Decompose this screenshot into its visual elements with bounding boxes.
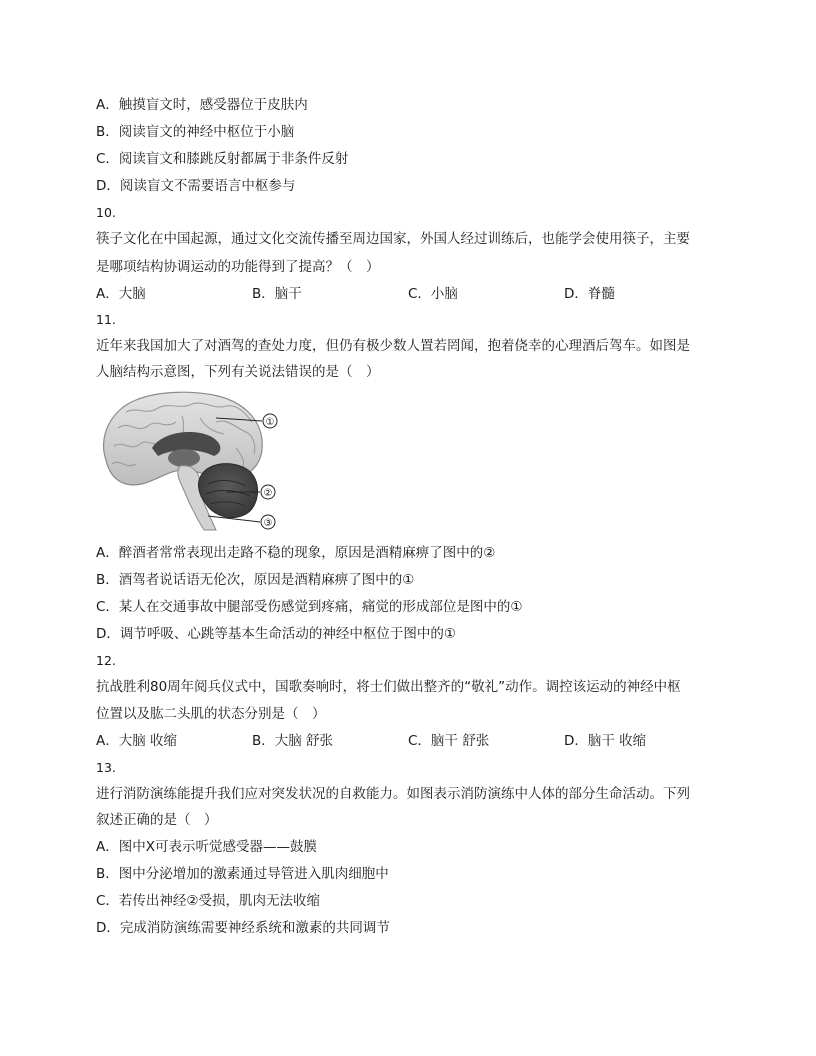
q12-option-b: B．大脑 舒张 (252, 733, 334, 749)
q13-stem-line-2: 叙述正确的是（ ） (96, 812, 218, 828)
q9-option-d: D．阅读盲文不需要语言中枢参与 (96, 178, 296, 194)
label-3: ③ (263, 518, 273, 529)
thalamus-shape (168, 449, 200, 467)
q11-option-c: C．某人在交通事故中腿部受伤感觉到疼痛，痛觉的形成部位是图中的① (96, 599, 523, 615)
q9-option-c: C．阅读盲文和膝跳反射都属于非条件反射 (96, 151, 349, 167)
q13-option-b: B．图中分泌增加的激素通过导管进入肌肉细胞中 (96, 866, 389, 882)
q10-option-c: C．小脑 (408, 286, 458, 302)
q11-option-d: D．调节呼吸、心跳等基本生命活动的神经中枢位于图中的① (96, 626, 456, 642)
q11-number: 11. (96, 312, 116, 327)
q11-option-a: A．醉酒者常常表现出走路不稳的现象，原因是酒精麻痹了图中的② (96, 545, 496, 561)
label-1: ① (265, 417, 275, 428)
brain-structure-figure (96, 388, 282, 534)
q9-option-a: A．触摸盲文时，感受器位于皮肤内 (96, 97, 308, 113)
q10-number: 10. (96, 205, 116, 220)
q12-option-d: D．脑干 收缩 (564, 733, 647, 749)
q10-option-d: D．脊髓 (564, 286, 615, 302)
q12-stem-line-2: 位置以及肱二头肌的状态分别是（ ） (96, 706, 326, 722)
q12-options (96, 732, 736, 750)
q12-number: 12. (96, 653, 116, 668)
q12-option-a: A．大脑 收缩 (96, 733, 178, 749)
q10-stem-line-1: 筷子文化在中国起源，通过文化交流传播至周边国家，外国人经过训练后，也能学会使用筷子，主要 (96, 231, 690, 247)
q12-option-c: C．脑干 舒张 (408, 733, 490, 749)
label-2: ② (263, 488, 273, 499)
q10-options (96, 285, 736, 303)
q13-stem-line-1: 进行消防演练能提升我们应对突发状况的自救能力。如图表示消防演练中人体的部分生命活动。下列 (96, 786, 690, 802)
q13-option-a: A．图中X可表示听觉感受器——鼓膜 (96, 839, 317, 855)
q11-option-b: B．酒驾者说话语无伦次，原因是酒精麻痹了图中的① (96, 572, 415, 588)
q10-stem-line-2: 是哪项结构协调运动的功能得到了提高？（ ） (96, 259, 380, 275)
q13-number: 13. (96, 760, 116, 775)
q10-option-a: A．大脑 (96, 286, 146, 302)
q11-stem-line-1: 近年来我国加大了对酒驾的查处力度，但仍有极少数人置若罔闻，抱着侥幸的心理酒后驾车。如图是 (96, 338, 690, 354)
q13-option-d: D．完成消防演练需要神经系统和激素的共同调节 (96, 920, 390, 936)
q10-option-b: B．脑干 (252, 286, 302, 302)
q11-stem-line-2: 人脑结构示意图，下列有关说法错误的是（ ） (96, 364, 380, 380)
q13-option-c: C．若传出神经②受损，肌肉无法收缩 (96, 893, 321, 909)
q9-option-b: B．阅读盲文的神经中枢位于小脑 (96, 124, 295, 140)
q12-stem-line-1: 抗战胜利80周年阅兵仪式中，国歌奏响时，将士们做出整齐的“敬礼”动作。调控该运动的神经中枢 (96, 679, 681, 695)
